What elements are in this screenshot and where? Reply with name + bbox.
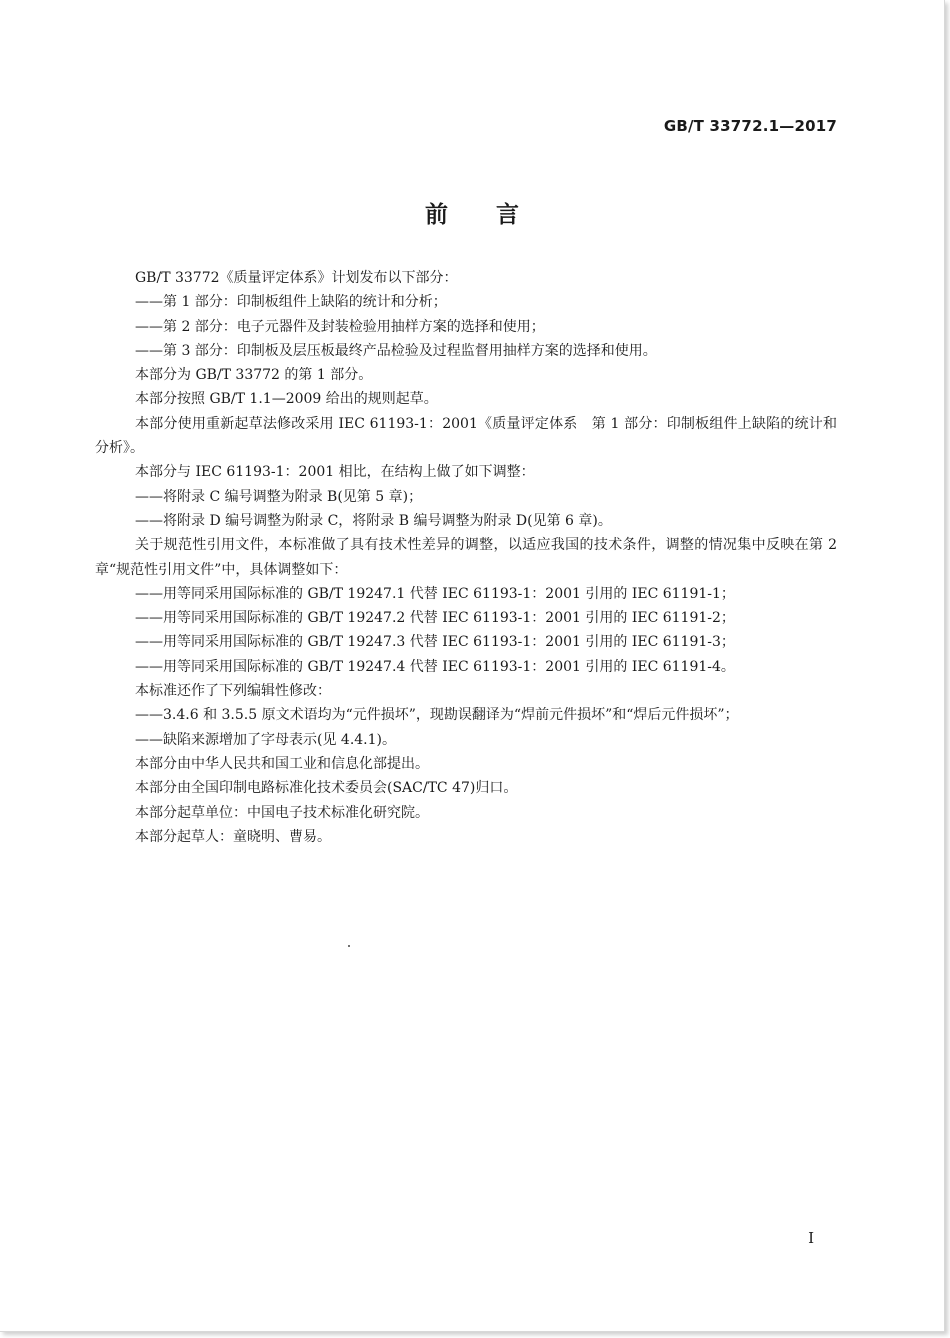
page-number: I xyxy=(808,1229,814,1247)
paragraph: ——第 3 部分：印制板及层压板最终产品检验及过程监督用抽样方案的选择和使用。 xyxy=(135,342,657,359)
paragraph: 本部分起草人：童晓明、曹易。 xyxy=(135,828,331,845)
paragraph: ——缺陷来源增加了字母表示(见 4.4.1)。 xyxy=(135,731,396,748)
scan-speck xyxy=(348,945,350,947)
paragraph: ——第 2 部分：电子元器件及封装检验用抽样方案的选择和使用； xyxy=(135,318,545,335)
paragraph: ——第 1 部分：印制板组件上缺陷的统计和分析； xyxy=(135,294,447,311)
paragraph: 本标准还作了下列编辑性修改： xyxy=(135,683,331,700)
paragraph: ——用等同采用国际标准的 GB/T 19247.4 代替 IEC 61193-1：2001 引用的 IEC 61191-4。 xyxy=(135,658,735,675)
paragraph: 本部分按照 GB/T 1.1—2009 给出的规则起草。 xyxy=(135,391,438,408)
paragraph: GB/T 33772《质量评定体系》计划发布以下部分： xyxy=(135,270,458,286)
paragraph: 本部分由中华人民共和国工业和信息化部提出。 xyxy=(135,755,429,772)
paragraph: 关于规范性引用文件，本标准做了具有技术性差异的调整，以适应我国的技术条件，调整的情况集中反映在第 2 章“规范性引用文件”中，具体调整如下： xyxy=(95,537,842,578)
paragraph: 本部分由全国印制电路标准化技术委员会(SAC/TC 47)归口。 xyxy=(135,780,518,797)
document-body xyxy=(95,266,842,849)
paragraph: ——将附录 C 编号调整为附录 B(见第 5 章)； xyxy=(135,488,423,505)
standard-number: GB/T 33772.1—2017 xyxy=(663,117,837,135)
paragraph: ——3.4.6 和 3.5.5 原文术语均为“元件损坏”，现勘误翻译为“焊前元件损坏”和“焊后元件损坏”； xyxy=(135,707,739,724)
paragraph: ——将附录 D 编号调整为附录 C，将附录 B 编号调整为附录 D(见第 6 章)。 xyxy=(135,512,612,529)
paragraph: ——用等同采用国际标准的 GB/T 19247.1 代替 IEC 61193-1：2001 引用的 IEC 61191-1； xyxy=(135,585,735,602)
paragraph: 本部分起草单位：中国电子技术标准化研究院。 xyxy=(135,804,429,821)
page-title: 前言 xyxy=(425,202,567,228)
paragraph: 本部分为 GB/T 33772 的第 1 部分。 xyxy=(135,367,373,384)
paragraph: 本部分使用重新起草法修改采用 IEC 61193-1：2001《质量评定体系 第 1 部分：印制板组件上缺陷的统计和分析》。 xyxy=(95,415,837,457)
paragraph: ——用等同采用国际标准的 GB/T 19247.2 代替 IEC 61193-1：2001 引用的 IEC 61191-2； xyxy=(135,610,735,627)
paragraph: ——用等同采用国际标准的 GB/T 19247.3 代替 IEC 61193-1：2001 引用的 IEC 61191-3； xyxy=(135,634,735,651)
paragraph: 本部分与 IEC 61193-1：2001 相比，在结构上做了如下调整： xyxy=(135,464,535,481)
